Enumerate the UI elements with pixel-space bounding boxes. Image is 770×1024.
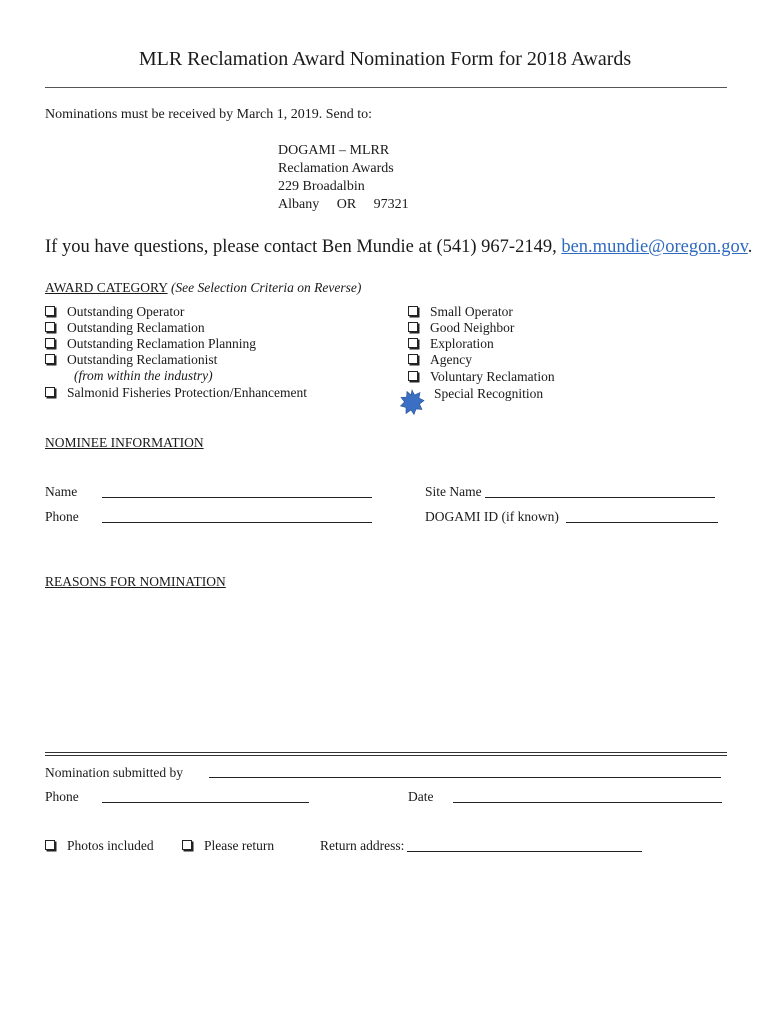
option-label: Small Operator: [430, 304, 513, 319]
option-outstanding-reclamationist[interactable]: [45, 352, 217, 368]
contact-line: [45, 237, 752, 258]
checkbox-icon[interactable]: [45, 840, 55, 850]
deadline-text: Nominations must be received by March 1, 2019. Send to:: [45, 107, 372, 122]
award-category-heading: AWARD CATEGORY: [45, 280, 168, 295]
reasons-heading: REASONS FOR NOMINATION: [45, 574, 226, 589]
reclamationist-sub-note: (from within the industry): [74, 368, 213, 383]
please-return-option[interactable]: [182, 838, 274, 854]
checkbox-icon[interactable]: [408, 354, 418, 364]
return-address-label: Return address:: [320, 838, 405, 853]
address-line: Albany OR 97321: [278, 197, 409, 212]
submitter-phone-label: Phone: [45, 789, 79, 804]
checkbox-icon[interactable]: [182, 840, 192, 850]
date-field[interactable]: [453, 802, 722, 803]
checkbox-icon[interactable]: [45, 387, 55, 397]
dogami-id-label: DOGAMI ID (if known): [425, 509, 559, 524]
checkbox-icon[interactable]: [408, 371, 418, 381]
option-exploration[interactable]: [408, 336, 494, 352]
form-title: MLR Reclamation Award Nomination Form for 2018 Awards: [138, 48, 632, 70]
option-label: Outstanding Reclamationist: [67, 352, 218, 367]
option-label: Voluntary Reclamation: [430, 369, 555, 384]
contact-trail: .: [747, 237, 753, 257]
address-line: 229 Broadalbin: [278, 179, 365, 194]
option-label: Salmonid Fisheries Protection/Enhancement: [67, 385, 307, 400]
dogami-id-field[interactable]: [566, 522, 718, 523]
checkbox-icon[interactable]: [408, 306, 418, 316]
checkbox-icon[interactable]: [408, 338, 418, 348]
option-outstanding-reclamation-planning[interactable]: [45, 336, 256, 352]
starburst-marker-icon[interactable]: [399, 389, 425, 415]
option-label: Outstanding Operator: [67, 304, 185, 319]
contact-email-link[interactable]: ben.mundie@oregon.gov: [561, 237, 748, 257]
option-label: Outstanding Reclamation: [67, 320, 205, 335]
award-category-note: (See Selection Criteria on Reverse): [170, 280, 362, 295]
address-line: Reclamation Awards: [278, 161, 394, 176]
option-outstanding-operator[interactable]: [45, 304, 184, 320]
option-outstanding-reclamation[interactable]: [45, 320, 205, 336]
nominee-info-heading: NOMINEE INFORMATION: [45, 435, 204, 450]
checkbox-icon[interactable]: [408, 322, 418, 332]
phone-label: Phone: [45, 509, 79, 524]
submitted-by-label: Nomination submitted by: [45, 765, 183, 780]
option-label: Exploration: [430, 336, 494, 351]
option-special-recognition[interactable]: Special Recognition: [434, 386, 544, 401]
return-address-field[interactable]: [407, 851, 642, 852]
title-divider: [45, 87, 727, 88]
submitter-phone-field[interactable]: [102, 802, 309, 803]
date-label: Date: [408, 789, 434, 804]
checkbox-icon[interactable]: [45, 306, 55, 316]
checkbox-icon[interactable]: [45, 322, 55, 332]
option-label: Photos included: [67, 838, 154, 853]
reasons-textarea[interactable]: [45, 596, 727, 746]
option-label: Good Neighbor: [430, 320, 515, 335]
section-divider: [45, 752, 727, 756]
phone-field[interactable]: [102, 522, 372, 523]
option-voluntary-reclamation[interactable]: [408, 369, 555, 385]
option-agency[interactable]: [408, 352, 472, 368]
address-block: [278, 142, 409, 214]
site-name-label: Site Name: [425, 484, 482, 499]
address-line: DOGAMI – MLRR: [278, 143, 390, 158]
checkbox-icon[interactable]: [45, 338, 55, 348]
name-field[interactable]: [102, 497, 372, 498]
photos-included-option[interactable]: [45, 838, 154, 854]
name-label: Name: [45, 484, 78, 499]
option-label: Please return: [204, 838, 275, 853]
contact-text: If you have questions, please contact Ben Mundie at (541) 967-2149,: [45, 237, 562, 257]
option-good-neighbor[interactable]: [408, 320, 514, 336]
option-small-operator[interactable]: [408, 304, 513, 320]
option-salmonid-fisheries[interactable]: [45, 385, 307, 401]
checkbox-icon[interactable]: [45, 354, 55, 364]
site-name-field[interactable]: [485, 497, 715, 498]
award-category-header: [45, 280, 361, 296]
option-label: Agency: [430, 352, 472, 367]
option-label: Outstanding Reclamation Planning: [67, 336, 256, 351]
submitted-by-field[interactable]: [209, 777, 721, 778]
